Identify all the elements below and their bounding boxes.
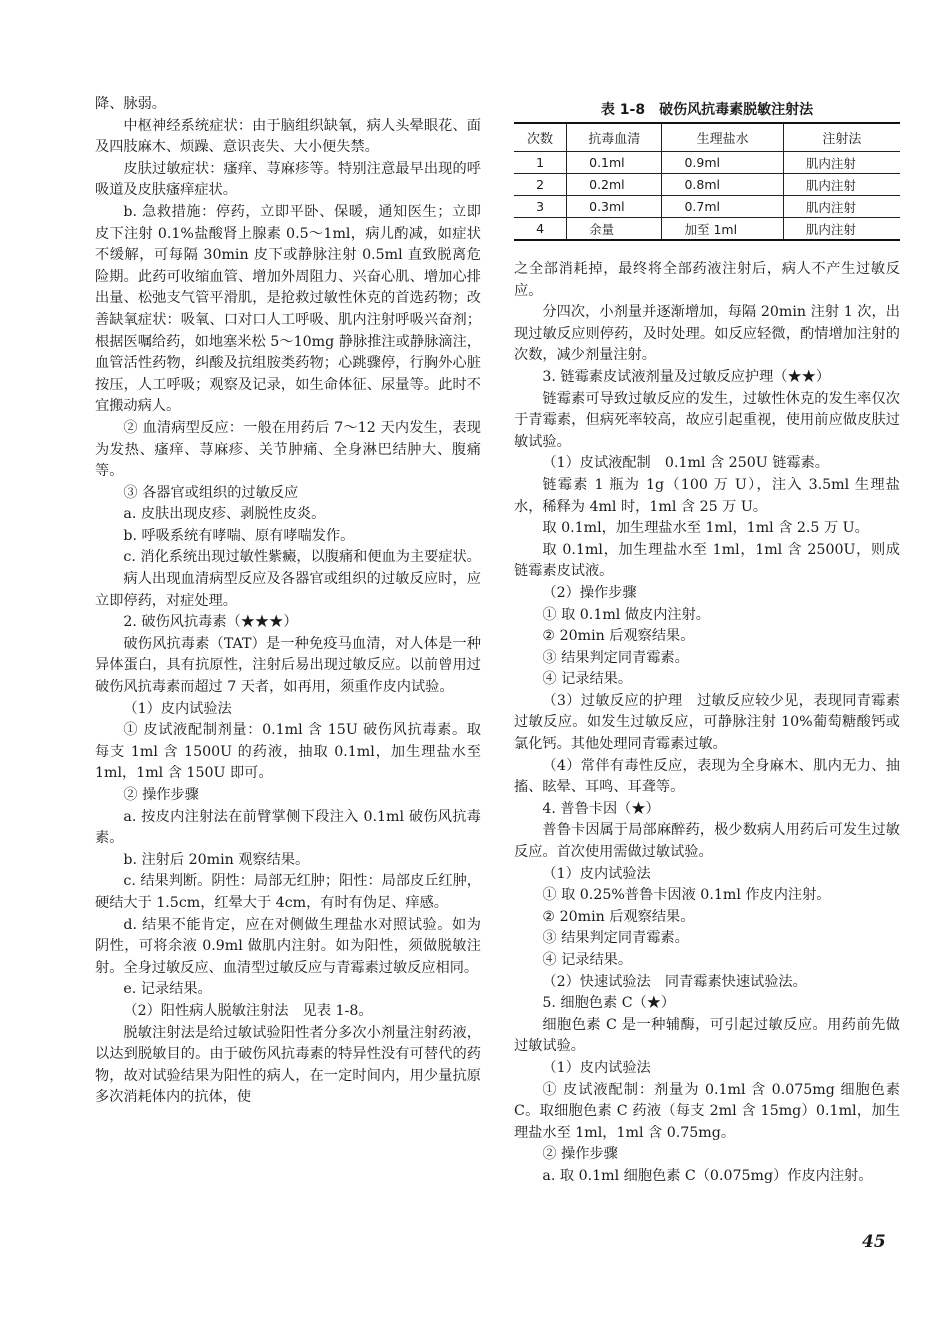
paragraph: （1）皮内试验法: [542, 1059, 651, 1076]
paragraph: 降、脉弱。: [95, 96, 166, 112]
paragraph: 链霉素可导致过敏反应的发生，过敏性休克的发生率仅次于青霉素，但病死率较高，故应引起重视，使用前应做皮肤过敏试验。: [514, 390, 900, 450]
right-column: [514, 259, 900, 1188]
paragraph: 链霉素 1 瓶为 1g（100 万 U），注入 3.5ml 生理盐水，稀释为 4ml 时，1ml 含 25 万 U。: [514, 476, 900, 515]
paragraph: 5. 细胞色素 C（★）: [542, 995, 676, 1012]
table-row: [514, 196, 900, 218]
paragraph: ② 20min 后观察结果。: [542, 628, 695, 645]
paragraph: 2. 破伤风抗毒素（★★★）: [123, 614, 298, 631]
table-cell: 加至 1ml: [662, 218, 783, 241]
paragraph: 细胞色素 C 是一种辅酶，可引起过敏反应。用药前先做过敏试验。: [514, 1016, 900, 1055]
table-body: [514, 152, 900, 241]
paragraph: （2）阳性病人脱敏注射法 见表 1-8。: [123, 1002, 373, 1019]
paragraph: b. 急救措施：停药，立即平卧、保暖，通知医生；立即皮下注射 0.1%盐酸肾上腺素 0.5～1ml，病儿酌减，如症状不缓解，可每隔 30min 皮下或静脉注射 0.5ml 直致脱离危险期。此药可收缩血管、增加外周阻力、兴奋心肌、增加心排出量、松弛支气管平滑肌，是抢救过敏性休克的首选药物；改善缺氧症状：吸氧、口对口人工呼吸、肌内注射呼吸兴奋剂；根据医嘱给药，如地塞米松 5～10mg 静脉推注或静脉滴注，血管活性药物，纠酸及抗组胺类药物；心跳骤停，行胸外心脏按压，人工呼吸；观察及记录，如生命体征、尿量等。此时不宜搬动病人。: [95, 203, 481, 415]
paragraph: 3. 链霉素皮试液剂量及过敏反应护理（★★）: [542, 368, 831, 385]
paragraph: 中枢神经系统症状：由于脑组织缺氧，病人头晕眼花、面及四肢麻木、烦躁、意识丧失、大小便失禁。: [95, 117, 481, 156]
table-cell: 2: [514, 174, 567, 196]
paragraph: （2）操作步骤: [542, 584, 637, 601]
paragraph: 4. 普鲁卡因（★）: [542, 800, 660, 817]
paragraph: 病人出现血清病型反应及各器官或组织的过敏反应时，应立即停药，对症处理。: [95, 571, 481, 609]
paragraph: ② 血清病型反应：一般在用药后 7～12 天内发生，表现为发热、瘙痒、荨麻疹、关节肿痛、全身淋巴结肿大、腹痛等。: [95, 419, 481, 480]
table-cell: 肌内注射: [783, 174, 900, 196]
desensitization-table: [514, 122, 900, 241]
paragraph: ② 20min 后观察结果。: [542, 908, 695, 925]
paragraph: c. 消化系统出现过敏性紫癜，以腹痛和便血为主要症状。: [123, 549, 481, 566]
table-cell: 4: [514, 218, 567, 241]
paragraph: （3）过敏反应的护理 过敏反应较少见，表现同青霉素过敏反应。如发生过敏反应，可静脉注射 10%葡萄糖酸钙或氯化钙。其他处理同青霉素过敏。: [514, 692, 900, 753]
table-cell: 3: [514, 196, 567, 218]
paragraph: ④ 记录结果。: [542, 671, 633, 688]
paragraph: ③ 各器官或组织的过敏反应: [123, 484, 299, 501]
table-header-method: 注射法: [783, 123, 900, 152]
paragraph: ③ 结果判定同青霉素。: [542, 930, 689, 947]
paragraph: 之全部消耗掉，最终将全部药液注射后，病人不产生过敏反应。: [514, 261, 900, 299]
paragraph: （1）皮内试验法: [542, 865, 651, 882]
paragraph: ① 皮试液配制：剂量为 0.1ml 含 0.075mg 细胞色素 C。取细胞色素 C 药液（每支 2ml 含 15mg）0.1ml，加生理盐水至 1ml，1ml 含 0.75mg。: [514, 1081, 900, 1141]
paragraph: d. 结果不能肯定，应在对侧做生理盐水对照试验。如为阴性，可将余液 0.9ml 做肌内注射。如为阳性，须做脱敏注射。全身过敏反应、血清型过敏反应与青霉素过敏反应相同。: [95, 916, 481, 976]
table-header-antitoxin: 抗毒血清: [567, 123, 662, 152]
paragraph: 脱敏注射法是给过敏试验阳性者分多次小剂量注射药液，以达到脱敏目的。由于破伤风抗毒素的特异性没有可替代的药物，故对试验结果为阳性的病人，在一定时间内，用少量抗原多次消耗体内的抗体，使: [95, 1024, 481, 1106]
table-header-count: 次数: [514, 123, 567, 152]
table-cell: 肌内注射: [783, 218, 900, 241]
paragraph: a. 皮肤出现皮疹、剥脱性皮炎。: [123, 506, 326, 523]
table-cell: 0.7ml: [662, 196, 783, 218]
table-cell: 余量: [567, 218, 662, 241]
paragraph: a. 取 0.1ml 细胞色素 C（0.075mg）作皮内注射。: [542, 1167, 873, 1184]
table-cell: 1: [514, 152, 567, 174]
paragraph: 皮肤过敏症状：瘙痒、荨麻疹等。特别注意最早出现的呼吸道及皮肤瘙痒症状。: [95, 160, 481, 199]
paragraph: ② 操作步骤: [542, 1146, 618, 1163]
table-cell: 0.1ml: [567, 152, 662, 174]
table-row: [514, 218, 900, 241]
table-header-row: [514, 123, 900, 152]
page-number: 45: [862, 1232, 886, 1252]
paragraph: e. 记录结果。: [123, 981, 212, 998]
paragraph: 破伤风抗毒素（TAT）是一种免疫马血清，对人体是一种异体蛋白，具有抗原性，注射后易出现过敏反应。以前曾用过破伤风抗毒素而超过 7 天者，如再用，须重作皮内试验。: [95, 635, 481, 696]
table-cell: 0.9ml: [662, 152, 783, 174]
paragraph: （1）皮试液配制 0.1ml 含 250U 链霉素。: [542, 455, 829, 472]
paragraph: 普鲁卡因属于局部麻醉药，极少数病人用药后可发生过敏反应。首次使用需做过敏试验。: [514, 822, 900, 861]
table-title: 表 1-8 破伤风抗毒素脱敏注射法: [600, 102, 814, 118]
paragraph: c. 结果判断。阴性：局部无红肿；阳性：局部皮丘红肿，硬结大于 1.5cm，红晕大于 4cm，有时有伪足、痒感。: [95, 873, 481, 911]
table-cell: 0.8ml: [662, 174, 783, 196]
paragraph: a. 按皮内注射法在前臂掌侧下段注入 0.1ml 破伤风抗毒素。: [95, 808, 481, 847]
paragraph: 取 0.1ml，加生理盐水至 1ml，1ml 含 2.5 万 U。: [542, 520, 869, 537]
table-cell: 肌内注射: [783, 196, 900, 218]
paragraph: （4）常伴有毒性反应，表现为全身麻木、肌内无力、抽搐、眩晕、耳鸣、耳聋等。: [514, 757, 900, 796]
table-cell: 0.3ml: [567, 196, 662, 218]
paragraph: （2）快速试验法 同青霉素快速试验法。: [542, 973, 807, 990]
paragraph: ① 取 0.25%普鲁卡因液 0.1ml 作皮内注射。: [542, 887, 831, 904]
paragraph: b. 呼吸系统有哮喘、原有哮喘发作。: [123, 527, 355, 544]
paragraph: 分四次，小剂量并逐渐增加，每隔 20min 注射 1 次，出现过敏反应则停药，及时处理。如反应轻微，酌情增加注射的次数，减少剂量注射。: [514, 304, 900, 364]
paragraph: 取 0.1ml，加生理盐水至 1ml，1ml 含 2500U，则成链霉素皮试液。: [514, 541, 900, 580]
table-cell: 肌内注射: [783, 152, 900, 174]
paragraph: ① 皮试液配制剂量：0.1ml 含 15U 破伤风抗毒素。取每支 1ml 含 1500U 的药液，抽取 0.1ml，加生理盐水至 1ml，1ml 含 150U 即可。: [95, 722, 481, 782]
paragraph: ① 取 0.1ml 做皮内注射。: [542, 606, 710, 623]
table-cell: 0.2ml: [567, 174, 662, 196]
paragraph: ② 操作步骤: [123, 787, 199, 803]
table-header-saline: 生理盐水: [662, 123, 783, 152]
left-column: [95, 94, 481, 1109]
paragraph: （1）皮内试验法: [123, 700, 232, 717]
table-row: [514, 174, 900, 196]
paragraph: b. 注射后 20min 观察结果。: [123, 851, 310, 868]
table-row: [514, 152, 900, 174]
paragraph: ④ 记录结果。: [542, 952, 633, 968]
paragraph: ③ 结果判定同青霉素。: [542, 649, 689, 666]
